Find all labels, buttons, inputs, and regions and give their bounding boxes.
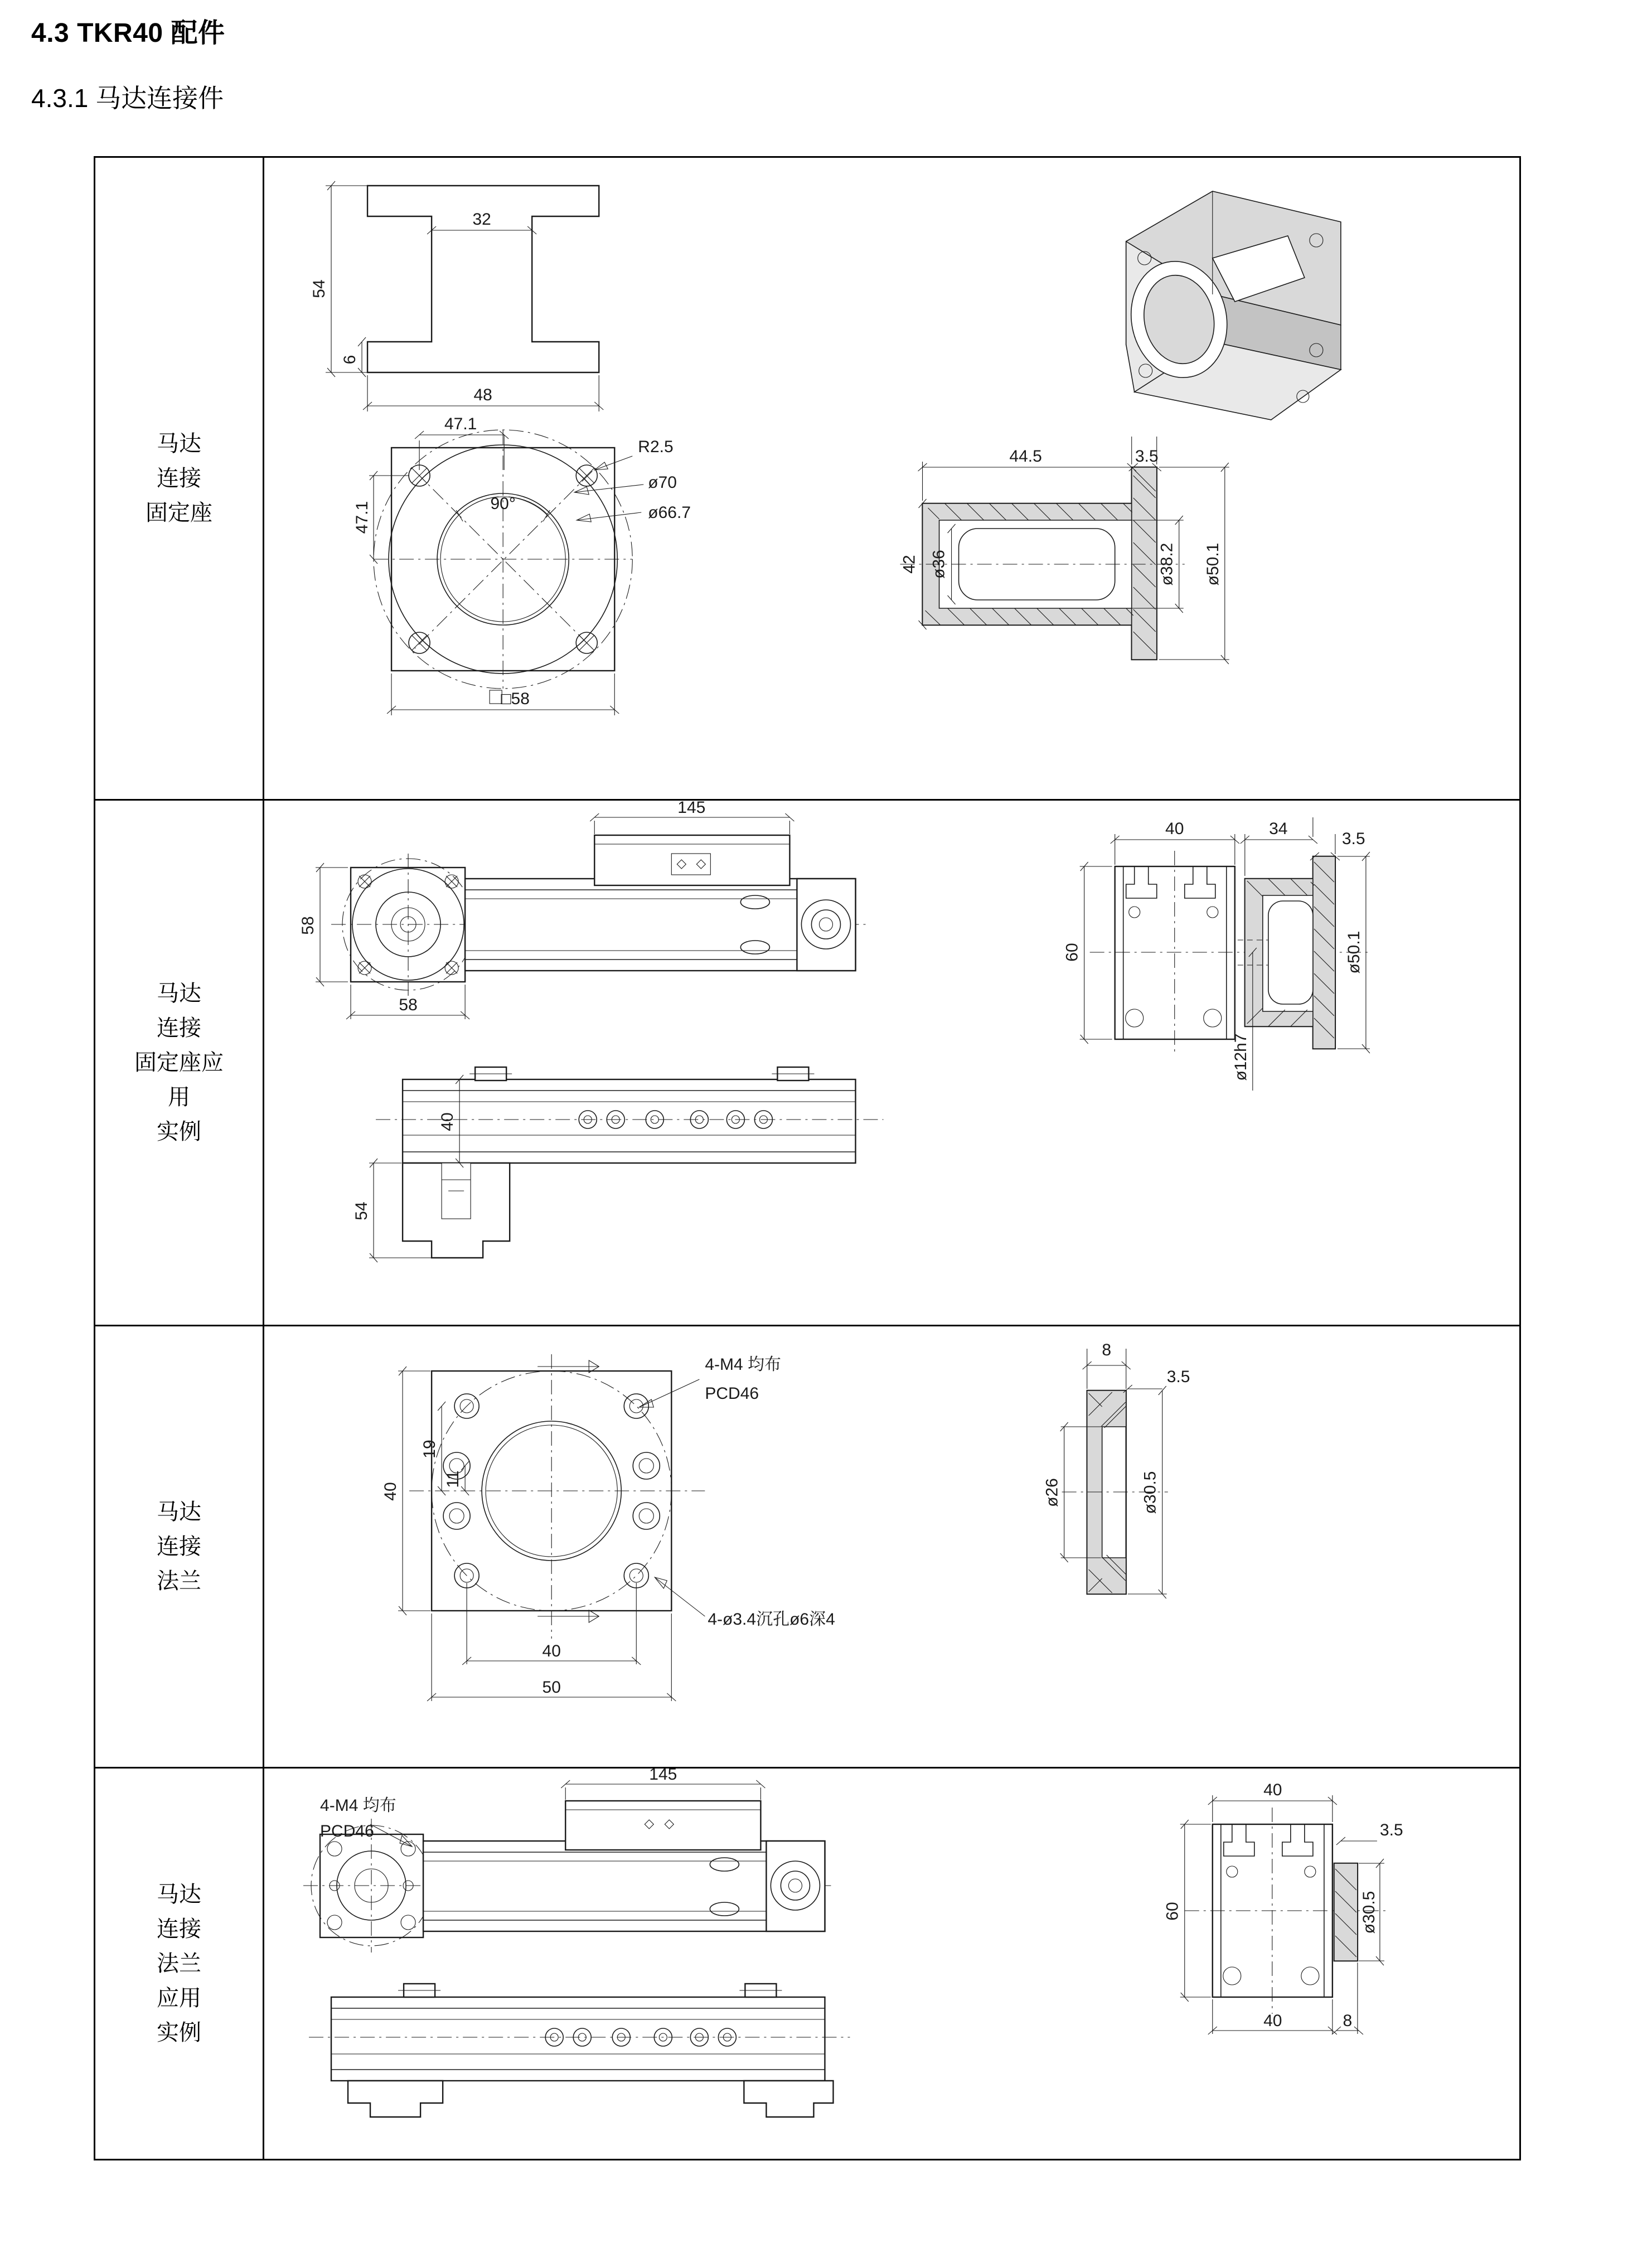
row-label-line: 连接 bbox=[157, 1016, 201, 1040]
dim-d30-5: ø30.5 bbox=[1359, 1891, 1378, 1934]
row-figure-cell bbox=[264, 1768, 1520, 2160]
row-figure-cell bbox=[264, 157, 1520, 800]
accessories-table bbox=[94, 156, 1521, 2160]
row-label-line: 马达 bbox=[157, 1882, 201, 1907]
row-label-line: 连接 bbox=[157, 1534, 201, 1559]
dim-3-5: 3.5 bbox=[1379, 1821, 1403, 1839]
dim-54: 54 bbox=[310, 279, 329, 298]
row-label-line: 法兰 bbox=[157, 1569, 201, 1593]
dim-47-1-h: 47.1 bbox=[444, 415, 477, 433]
motor-flange-application-drawing bbox=[264, 1769, 1519, 2159]
dim-d26: ø26 bbox=[1043, 1478, 1062, 1507]
subsection-heading: 4.3.1 马达连接件 bbox=[31, 84, 224, 113]
row-label-line: 应用 bbox=[157, 1986, 201, 2010]
table-row bbox=[95, 800, 1520, 1326]
dim-40-bottom: 40 bbox=[1263, 2012, 1282, 2030]
isometric-view bbox=[1121, 191, 1341, 420]
table-row bbox=[95, 1326, 1520, 1768]
label-4m4: 4-M4 均布 bbox=[320, 1796, 396, 1815]
dim-40: 40 bbox=[438, 1112, 457, 1131]
row-label-cell bbox=[95, 1768, 264, 2160]
dim-d30-5: ø30.5 bbox=[1141, 1471, 1160, 1514]
dim-19: 19 bbox=[420, 1440, 439, 1459]
dim-48: 48 bbox=[473, 386, 492, 404]
dim-d66-7: ø66.7 bbox=[648, 503, 691, 522]
dim-58-v: 58 bbox=[299, 916, 318, 935]
plan-view bbox=[303, 1769, 833, 1953]
dim-90deg: 90° bbox=[490, 495, 516, 513]
row-label-line: 马达 bbox=[157, 432, 201, 456]
row-label-line: 连接 bbox=[157, 466, 201, 491]
label-pcd46: PCD46 bbox=[705, 1384, 759, 1403]
dim-32: 32 bbox=[472, 210, 491, 229]
dim-44-5: 44.5 bbox=[1009, 447, 1042, 466]
dim-8: 8 bbox=[1102, 1341, 1112, 1359]
dim-d36: ø36 bbox=[929, 550, 948, 579]
motor-mount-application-drawing bbox=[264, 801, 1519, 1325]
table-row bbox=[95, 1768, 1520, 2160]
dim-3-5: 3.5 bbox=[1135, 447, 1159, 466]
dim-145: 145 bbox=[677, 801, 706, 817]
dim-3-5: 3.5 bbox=[1166, 1368, 1190, 1386]
section-view bbox=[900, 437, 1229, 664]
dim-d50-1: ø50.1 bbox=[1344, 931, 1363, 974]
dim-d70: ø70 bbox=[648, 473, 677, 492]
motor-flange-drawing bbox=[264, 1326, 1519, 1767]
dim-34: 34 bbox=[1269, 820, 1288, 838]
flange-front-view bbox=[381, 1354, 835, 1701]
dim-6: 6 bbox=[341, 355, 360, 365]
dim-58-h: 58 bbox=[399, 996, 418, 1014]
row-label-line: 实例 bbox=[157, 2021, 201, 2045]
dim-40-h: 40 bbox=[542, 1642, 561, 1660]
row-label-line: 马达 bbox=[157, 981, 201, 1006]
row-label-line: 马达 bbox=[157, 1500, 201, 1524]
dim-sq58: □58 bbox=[501, 690, 530, 708]
dim-d38-2: ø38.2 bbox=[1157, 542, 1176, 586]
dim-3-5: 3.5 bbox=[1341, 830, 1365, 848]
table-row bbox=[95, 157, 1520, 800]
dim-11: 11 bbox=[444, 1470, 463, 1488]
row-figure-cell bbox=[264, 1326, 1520, 1768]
row-label-line: 用 bbox=[168, 1085, 190, 1110]
side-elevation bbox=[309, 1984, 850, 2117]
row-label-line: 实例 bbox=[157, 1120, 201, 1144]
dim-8: 8 bbox=[1343, 2012, 1353, 2030]
dim-60: 60 bbox=[1063, 943, 1082, 962]
dim-r25: R2.5 bbox=[638, 438, 674, 456]
front-flange-view bbox=[353, 415, 691, 715]
row-label-cell bbox=[95, 800, 264, 1326]
end-section-view bbox=[1164, 1781, 1403, 2034]
label-counterbore: 4-ø3.4沉孔ø6深4 bbox=[708, 1610, 835, 1629]
row-label-line: 固定座 bbox=[146, 501, 212, 525]
section-heading: 4.3 TKR40 配件 bbox=[31, 18, 225, 48]
row-label-cell bbox=[95, 157, 264, 800]
dim-50: 50 bbox=[542, 1678, 561, 1697]
dim-60: 60 bbox=[1163, 1902, 1182, 1921]
side-elevation bbox=[352, 1067, 883, 1262]
motor-mount-drawing bbox=[264, 158, 1519, 799]
dim-145: 145 bbox=[649, 1769, 677, 1784]
dim-d50-1: ø50.1 bbox=[1203, 542, 1222, 586]
row-label-line: 连接 bbox=[157, 1917, 201, 1941]
row-label-cell bbox=[95, 1326, 264, 1768]
dim-d12h7: ø12h7 bbox=[1231, 1033, 1250, 1081]
plan-view bbox=[299, 801, 866, 1019]
dim-40-top: 40 bbox=[1165, 820, 1184, 838]
label-pcd46: PCD46 bbox=[320, 1822, 374, 1840]
dim-40-v: 40 bbox=[381, 1482, 400, 1501]
flange-section-view bbox=[1043, 1341, 1190, 1598]
dim-47-1-v: 47.1 bbox=[353, 501, 372, 534]
dim-40-top: 40 bbox=[1263, 1781, 1282, 1799]
end-section-view bbox=[1063, 817, 1370, 1091]
row-figure-cell bbox=[264, 800, 1520, 1326]
row-label-line: 法兰 bbox=[157, 1951, 201, 1976]
dim-42: 42 bbox=[900, 555, 919, 574]
dim-54: 54 bbox=[352, 1201, 371, 1220]
label-4m4: 4-M4 均布 bbox=[705, 1355, 782, 1374]
row-label-line: 固定座应 bbox=[134, 1050, 224, 1075]
top-profile-view bbox=[310, 181, 603, 411]
